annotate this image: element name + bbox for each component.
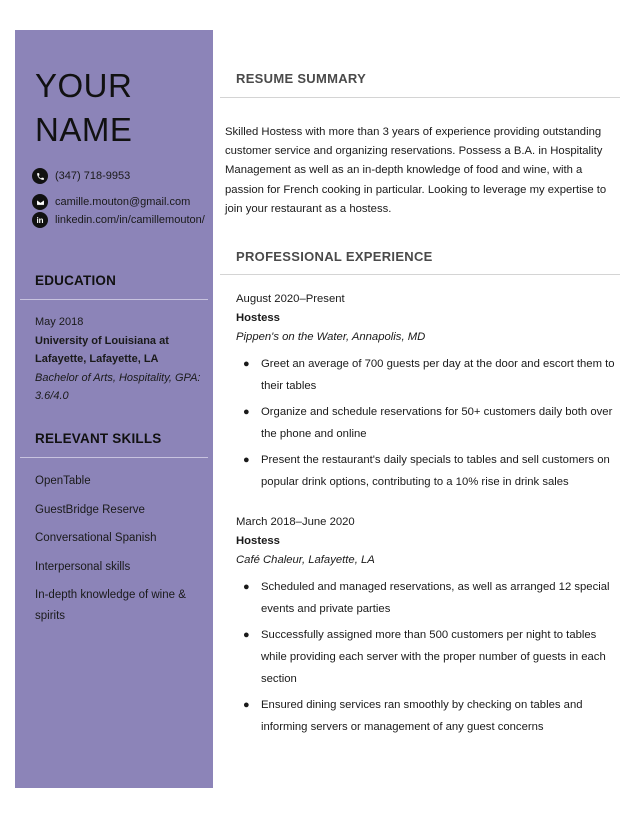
email-link[interactable]: camille.mouton@gmail.com <box>55 196 191 208</box>
bullet-dot: ● <box>243 629 250 641</box>
bullet-dot: ● <box>243 581 250 593</box>
bullet-text: Successfully assigned more than 500 customers per night to tables while providing each server with the proper number of guests in each section <box>261 629 606 685</box>
education-entry <box>35 313 205 406</box>
job-bullets <box>236 576 616 738</box>
job-dates: August 2020–Present <box>236 293 345 305</box>
linkedin-icon: in <box>32 212 48 228</box>
bullet-text: Organize and schedule reservations for 50+ customers daily both over the phone and online <box>261 406 613 440</box>
job-bullet <box>236 449 616 493</box>
experience-divider <box>220 274 620 275</box>
main-content <box>220 0 625 828</box>
education-school: University of Louisiana at Lafayette, Lafayette, LA <box>35 334 169 365</box>
job-bullet <box>236 401 616 445</box>
bullet-dot: ● <box>243 699 250 711</box>
education-date: May 2018 <box>35 316 84 328</box>
job-bullets <box>236 353 616 493</box>
name-heading <box>35 64 210 152</box>
job-title: Hostess <box>236 312 280 324</box>
bullet-text: Ensured dining services ran smoothly by checking on tables and informing servers or management of any guest concerns <box>261 699 583 733</box>
bullet-dot: ● <box>243 454 250 466</box>
job-dates: March 2018–June 2020 <box>236 516 355 528</box>
name-line-2: NAME <box>35 111 133 148</box>
summary-heading: RESUME SUMMARY <box>236 71 367 86</box>
job-entry <box>236 513 616 742</box>
skill-item: In-depth knowledge of wine & spirits <box>35 589 186 622</box>
name-line-1: YOUR <box>35 67 133 104</box>
job-bullet <box>236 576 616 620</box>
education-heading: EDUCATION <box>35 273 117 288</box>
contact-linkedin <box>32 211 205 229</box>
phone-icon <box>32 168 48 184</box>
email-icon <box>32 194 48 210</box>
summary-text: Skilled Hostess with more than 3 years of experience providing outstanding customer service and organizing reservations. Possess a B.A. in Hospitality Management as well as an in-depth knowledge of food and wine, with a passion for French cooking in particular. Looking to leverage my expertise to join your restaurant as a hostess. <box>225 126 607 215</box>
job-entry <box>236 290 616 497</box>
contact-phone <box>32 167 205 185</box>
contact-email <box>32 193 205 211</box>
linkedin-link[interactable]: linkedin.com/in/camillemouton/ <box>55 214 205 226</box>
skills-list <box>35 471 205 635</box>
bullet-text: Present the restaurant's daily specials to tables and sell customers on popular drink options, contributing to a 10% rise in drink sales <box>261 454 610 488</box>
skills-divider <box>20 457 208 458</box>
job-title: Hostess <box>236 535 280 547</box>
summary-divider <box>220 97 620 98</box>
bullet-text: Greet an average of 700 guests per day at the door and escort them to their tables <box>261 358 615 392</box>
skill-item: Interpersonal skills <box>35 560 131 573</box>
job-company: Pippen's on the Water, Annapolis, MD <box>236 331 426 343</box>
bullet-dot: ● <box>243 358 250 370</box>
education-divider <box>20 299 208 300</box>
skills-heading: RELEVANT SKILLS <box>35 431 162 446</box>
job-bullet <box>236 353 616 397</box>
skill-item: OpenTable <box>35 475 91 487</box>
job-bullet <box>236 624 616 690</box>
education-degree: Bachelor of Arts, Hospitality, GPA: 3.6/4.0 <box>35 371 201 402</box>
bullet-dot: ● <box>243 406 250 418</box>
bullet-text: Scheduled and managed reservations, as well as arranged 12 special events and private parties <box>261 581 610 615</box>
skill-item: GuestBridge Reserve <box>35 503 145 516</box>
job-bullet <box>236 694 616 738</box>
job-company: Café Chaleur, Lafayette, LA <box>236 554 375 566</box>
phone-text: (347) 718-9953 <box>55 170 131 182</box>
sidebar <box>15 30 213 788</box>
skill-item: Conversational Spanish <box>35 532 157 544</box>
experience-heading: PROFESSIONAL EXPERIENCE <box>236 249 433 264</box>
